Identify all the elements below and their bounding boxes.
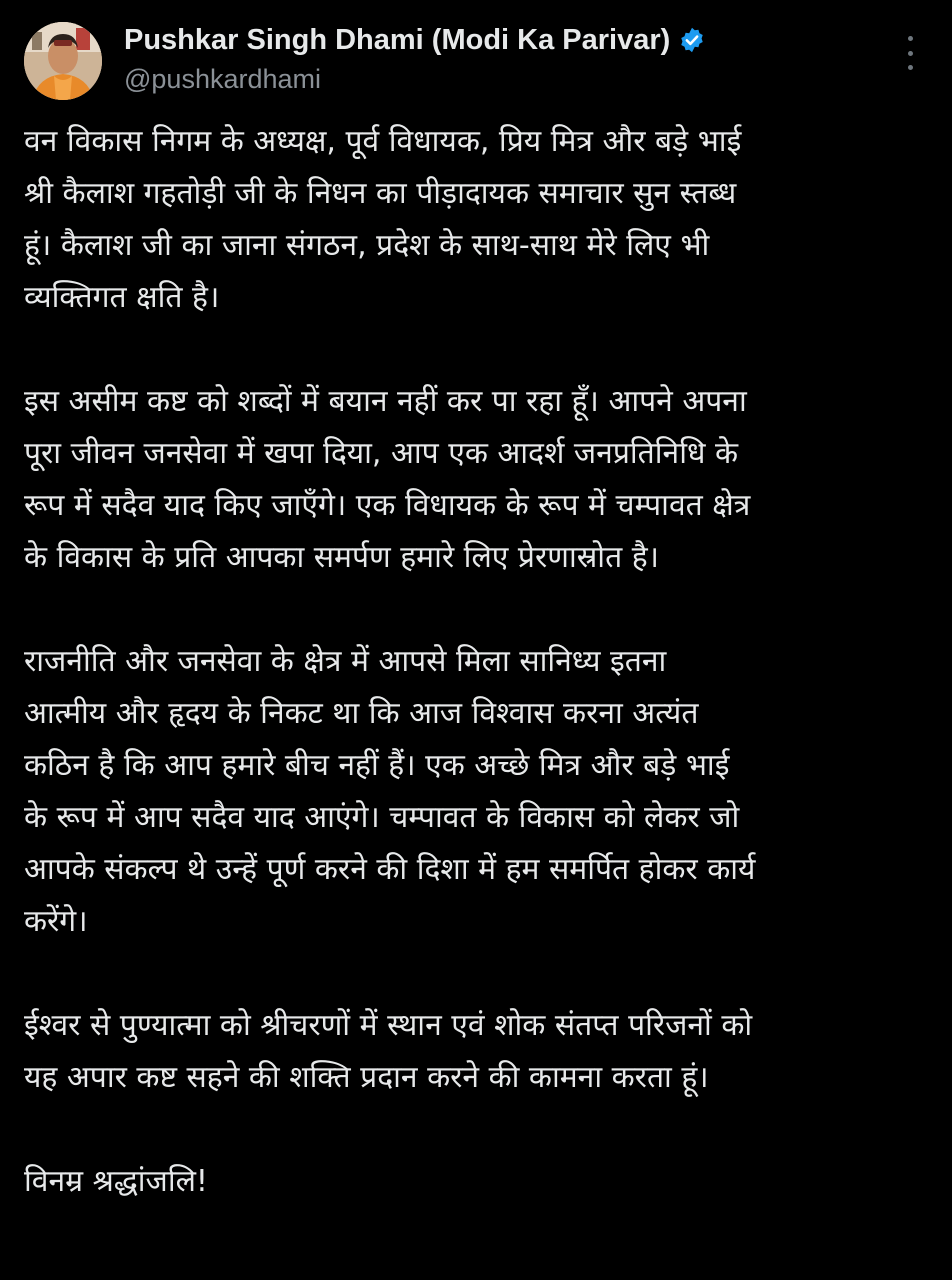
paragraph-3	[24, 636, 924, 948]
dot	[908, 65, 913, 70]
text-line: वन विकास निगम के अध्यक्ष, पूर्व विधायक, प्रिय मित्र और बड़े भाई	[24, 124, 742, 159]
verified-badge-icon[interactable]	[678, 26, 706, 54]
display-name-row	[124, 20, 884, 60]
text-line: यह अपार कष्ट सहने की शक्ति प्रदान करने की कामना करता हूं।	[24, 1060, 709, 1095]
tweet-header	[24, 18, 928, 102]
text-line: हूं। कैलाश जी का जाना संगठन, प्रदेश के साथ-साथ मेरे लिए भी	[24, 228, 710, 263]
more-options-icon[interactable]	[898, 36, 922, 70]
dot	[908, 36, 913, 41]
paragraph-4	[24, 1000, 924, 1104]
text-line: पूरा जीवन जनसेवा में खपा दिया, आप एक आदर्श जनप्रतिनिधि के	[24, 436, 738, 471]
text-line: के विकास के प्रति आपका समर्पण हमारे लिए प्रेरणास्रोत है।	[24, 540, 660, 575]
text-line: व्यक्तिगत क्षति है।	[24, 280, 220, 315]
dot	[908, 51, 913, 56]
text-line: आत्मीय और हृदय के निकट था कि आज विश्वास करना अत्यंत	[24, 696, 699, 731]
avatar-photo	[24, 22, 102, 100]
text-line: आपके संकल्प थे उन्हें पूर्ण करने की दिशा में हम समर्पित होकर कार्य	[24, 852, 756, 887]
paragraph-2	[24, 376, 924, 584]
avatar[interactable]	[24, 22, 102, 100]
paragraph-1	[24, 116, 924, 324]
text-line: कठिन है कि आप हमारे बीच नहीं हैं। एक अच्छे मित्र और बड़े भाई	[24, 748, 730, 783]
tweet-text	[24, 116, 924, 1260]
paragraph-5	[24, 1156, 924, 1208]
text-line: विनम्र श्रद्धांजलि!	[24, 1164, 208, 1199]
author-names	[124, 20, 884, 95]
text-line: श्री कैलाश गहतोड़ी जी के निधन का पीड़ादायक समाचार सुन स्तब्ध	[24, 176, 737, 211]
text-line: के रूप में आप सदैव याद आएंगे। चम्पावत के विकास को लेकर जो	[24, 800, 740, 835]
text-line: करेंगे।	[24, 904, 88, 939]
text-line: रूप में सदैव याद किए जाएँगे। एक विधायक के रूप में चम्पावत क्षेत्र	[24, 488, 751, 523]
author-handle[interactable]: @pushkardhami	[124, 64, 322, 94]
text-line: इस असीम कष्ट को शब्दों में बयान नहीं कर पा रहा हूँ। आपने अपना	[24, 384, 747, 419]
author-display-name[interactable]: Pushkar Singh Dhami (Modi Ka Parivar)	[124, 23, 671, 56]
text-line: ईश्वर से पुण्यात्मा को श्रीचरणों में स्थान एवं शोक संतप्त परिजनों को	[24, 1008, 753, 1043]
text-line: राजनीति और जनसेवा के क्षेत्र में आपसे मिला सानिध्य इतना	[24, 644, 667, 679]
